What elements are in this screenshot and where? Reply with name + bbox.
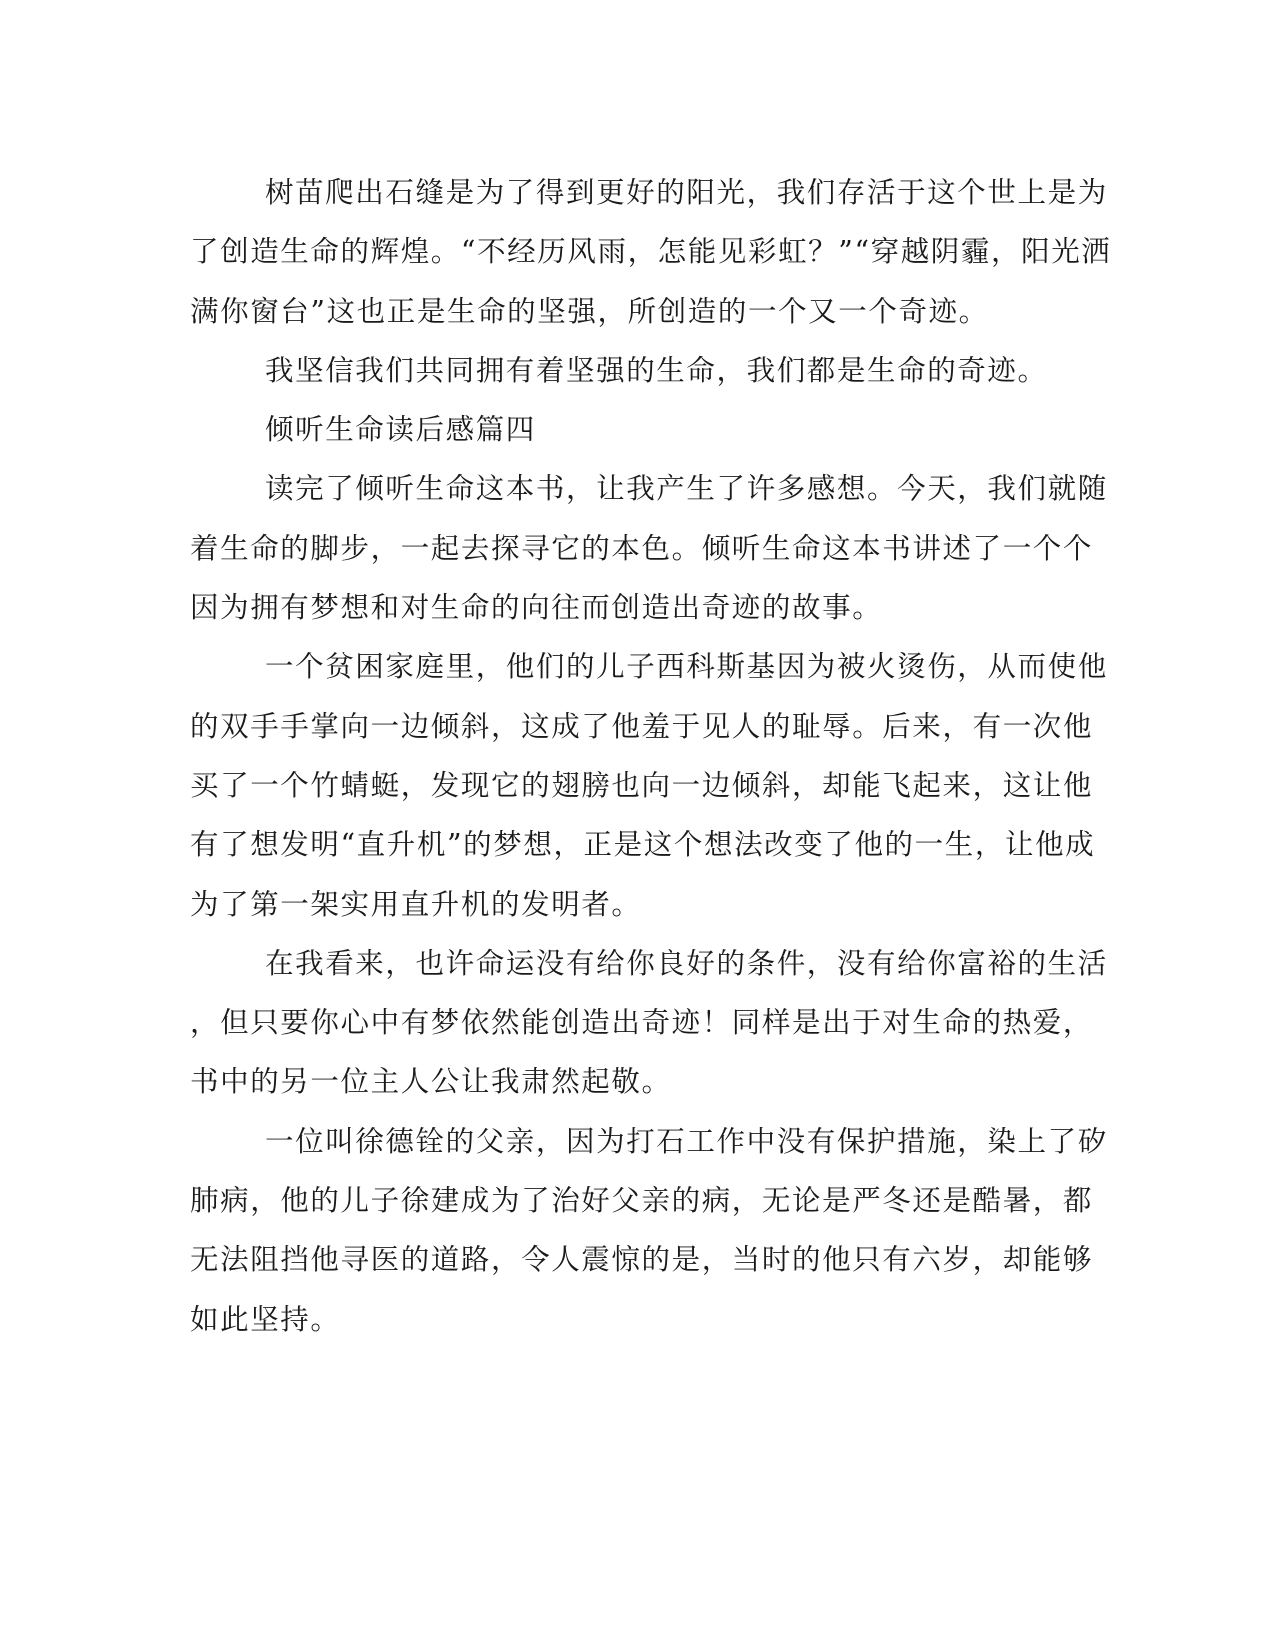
- body-line: 满你窗台”这也正是生命的坚强，所创造的一个又一个奇迹。: [190, 294, 989, 328]
- body-line: 读完了倾听生命这本书，让我产生了许多感想。今天，我们就随: [265, 472, 1108, 506]
- section-heading: 倾听生命读后感篇四: [265, 413, 536, 447]
- body-line: 了创造生命的辉煌。“不经历风雨，怎能见彩虹？”“穿越阴霾，阳光洒: [190, 235, 1112, 269]
- body-line: 我坚信我们共同拥有着坚强的生命，我们都是生命的奇迹。: [265, 353, 1048, 387]
- body-line: 一个贫困家庭里，他们的儿子西科斯基因为被火烫伤，从而使他: [265, 650, 1108, 684]
- body-line: 书中的另一位主人公让我肃然起敬。: [190, 1065, 672, 1099]
- body-line: 的双手手掌向一边倾斜，这成了他羞于见人的耻辱。后来，有一次他: [190, 709, 1094, 743]
- body-line: 一位叫徐德铨的父亲，因为打石工作中没有保护措施，染上了矽: [265, 1124, 1108, 1158]
- body-line: 无法阻挡他寻医的道路，令人震惊的是，当时的他只有六岁，却能够: [190, 1243, 1094, 1277]
- body-line: 着生命的脚步，一起去探寻它的本色。倾听生命这本书讲述了一个个: [190, 531, 1094, 565]
- body-line: ，但只要你心中有梦依然能创造出奇迹！同样是出于对生命的热爱，: [190, 1006, 1094, 1040]
- body-line: 有了想发明“直升机”的梦想，正是这个想法改变了他的一生，让他成: [190, 828, 1096, 862]
- body-line: 如此坚持。: [190, 1302, 341, 1336]
- body-line: 为了第一架实用直升机的发明者。: [190, 887, 642, 921]
- body-line: 在我看来，也许命运没有给你良好的条件，没有给你富裕的生活: [265, 946, 1108, 980]
- body-line: 因为拥有梦想和对生命的向往而创造出奇迹的故事。: [190, 591, 883, 625]
- body-line: 买了一个竹蜻蜓，发现它的翅膀也向一边倾斜，却能飞起来，这让他: [190, 768, 1094, 802]
- body-line: 肺病，他的儿子徐建成为了治好父亲的病，无论是严冬还是酷暑，都: [190, 1184, 1094, 1218]
- document-body: [190, 163, 1112, 1349]
- body-line: 树苗爬出石缝是为了得到更好的阳光，我们存活于这个世上是为: [265, 176, 1108, 209]
